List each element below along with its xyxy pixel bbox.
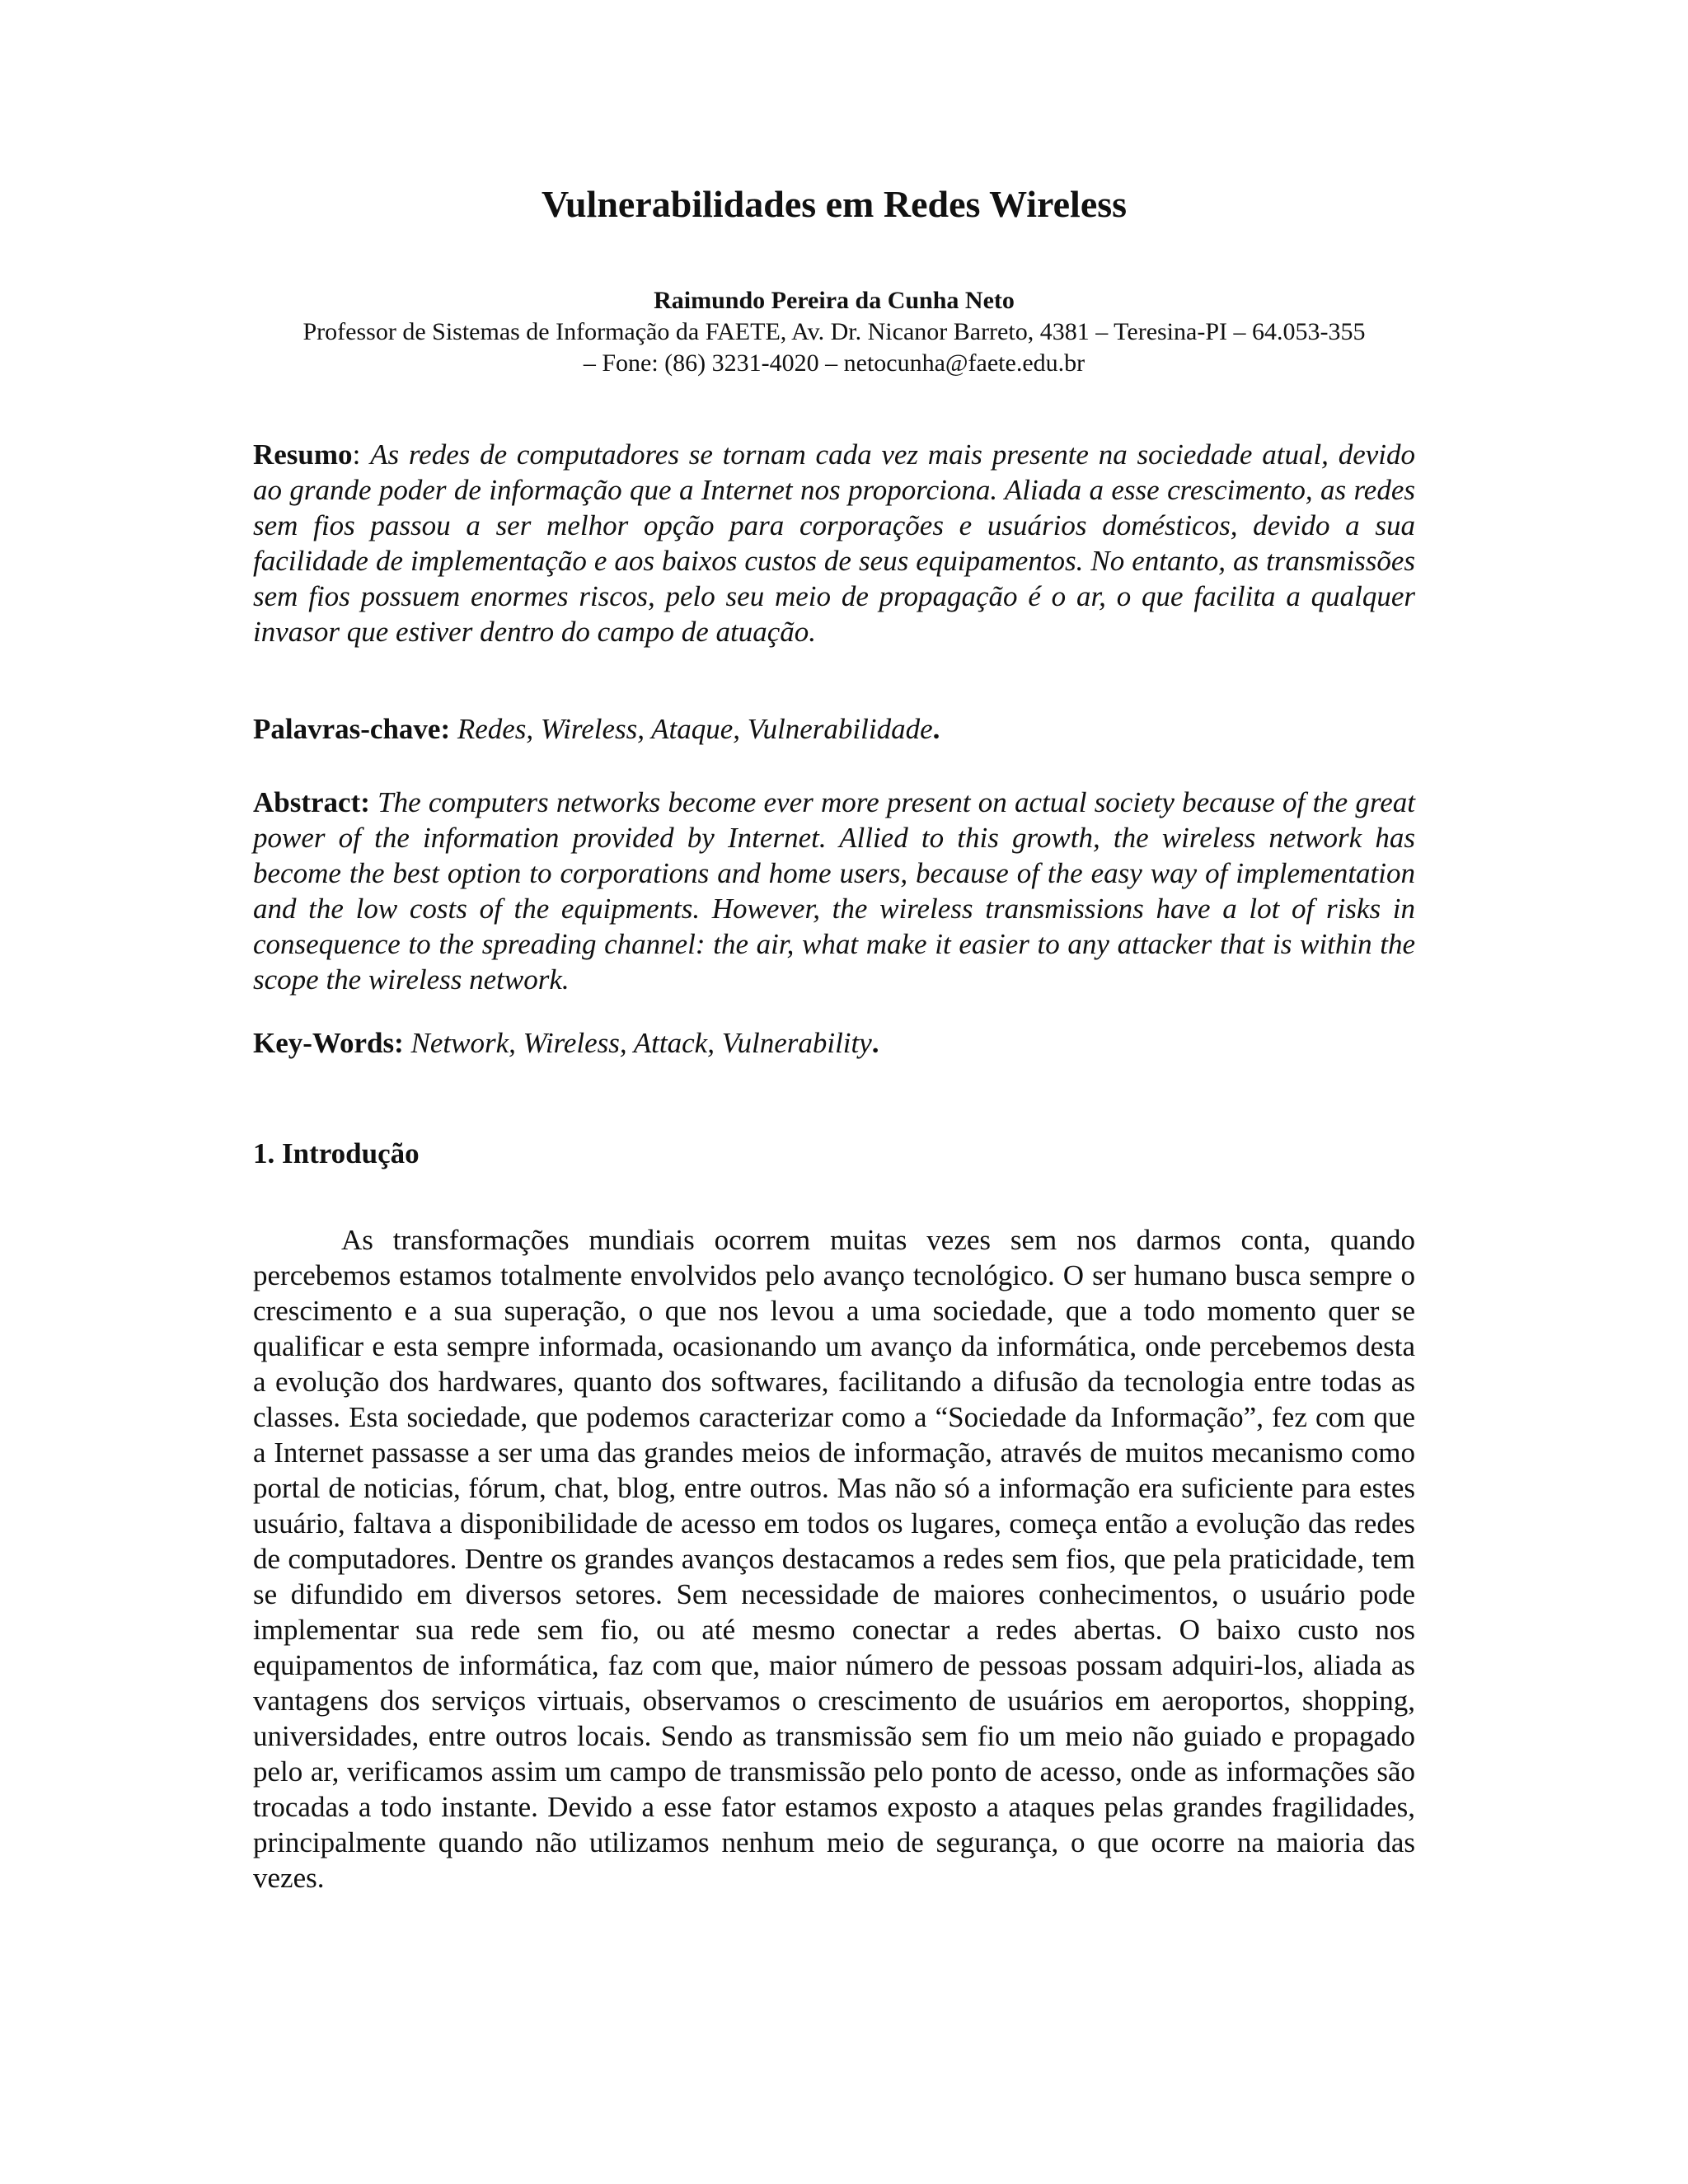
- introducao-paragraph: As transformações mundiais ocorrem muitas vezes sem nos darmos conta, quando percebemos estamos totalmente envolvidos pelo avanço tecnológico. O ser humano busca sempre o crescimento e a sua superação, o que nos levou a uma sociedade, que a todo momento quer se qualificar e esta sempre informada, ocasionando um avanço da informática, onde percebemos desta a evolução dos hardwares, quanto dos softwares, facilitando a difusão da tecnologia entre todas as classes. Esta sociedade, que podemos caracterizar como a “Sociedade da Informação”, fez com que a Internet passasse a ser uma das grandes meios de informação, através de muitos mecanismo como portal de noticias, fórum, chat, blog, entre outros. Mas não só a informação era suficiente para estes usuário, faltava a disponibilidade de acesso em todos os lugares, começa então a evolução das redes de computadores. Dentre os grandes avanços destacamos a redes sem fios, que pela praticidade, tem se difundido em diversos setores. Sem necessidade de maiores conhecimentos, o usuário pode implementar sua rede sem fio, ou até mesmo conectar a redes abertas. O baixo custo nos equipamentos de informática, faz com que, maior número de pessoas possam adquiri-los, aliada as vantagens dos serviços virtuais, observamos o crescimento de usuários em aeroportos, shopping, universidades, entre outros locais. Sendo as transmissão sem fio um meio não guiado e propagado pelo ar, verificamos assim um campo de transmissão pelo ponto de acesso, onde as informações são trocadas a todo instante. Devido a esse fator estamos exposto a ataques pelas grandes fragilidades, principalmente quando não utilizamos nenhum meio de segurança, o que ocorre na maioria das vezes.: [253, 1224, 1415, 1894]
- abstract-label: Abstract:: [253, 786, 370, 818]
- paper-page: [253, 0, 1415, 2184]
- author-affiliation-line2: – Fone: (86) 3231-4020 – netocunha@faete.edu.br: [583, 349, 1085, 377]
- key-words-paragraph: [253, 1025, 1415, 1061]
- key-words-text: Network, Wireless, Attack, Vulnerability: [410, 1027, 872, 1059]
- abstract-text: The computers networks become ever more present on actual society because of the great power of the information provided by Internet. Allied to this growth, the wireless network has become the best option to corporations and home users, because of the easy way of implementation and the low costs of the equipments. However, the wireless transmissions have a lot of risks in consequence to the spreading channel: the air, what make it easier to any attacker that is within the scope the wireless network.: [253, 786, 1416, 996]
- author-block: [253, 285, 1415, 379]
- section-heading-introducao: 1. Introdução: [253, 1137, 420, 1169]
- key-words-period: .: [871, 1027, 879, 1059]
- resumo-text: As redes de computadores se tornam cada vez mais presente na sociedade atual, devido ao grande poder de informação que a Internet nos proporciona. Aliada a esse crescimento, as redes sem fios passou a ser melhor opção para corporações e usuários domésticos, devido a sua facilidade de implementação e aos baixos custos de seus equipamentos. No entanto, as transmissões sem fios possuem enormes riscos, pelo seu meio de propagação é o ar, o que facilita a qualquer invasor que estiver dentro do campo de atuação.: [253, 438, 1415, 648]
- palavras-chave-paragraph: [253, 711, 1415, 747]
- resumo-paragraph: [253, 437, 1415, 649]
- palavras-chave-label: Palavras-chave:: [253, 713, 451, 745]
- abstract-paragraph: [253, 785, 1415, 997]
- author-affiliation-line1: Professor de Sistemas de Informação da FAETE, Av. Dr. Nicanor Barreto, 4381 – Teresina-PI – 64.053-355: [302, 318, 1366, 345]
- palavras-chave-text: Redes, Wireless, Ataque, Vulnerabilidade: [457, 713, 933, 745]
- key-words-label: Key-Words:: [253, 1027, 404, 1059]
- resumo-label: Resumo: [253, 438, 353, 471]
- resumo-separator: :: [352, 438, 371, 471]
- palavras-chave-period: .: [932, 713, 940, 745]
- author-name: Raimundo Pereira da Cunha Neto: [654, 287, 1015, 314]
- paper-title: Vulnerabilidades em Redes Wireless: [541, 183, 1128, 225]
